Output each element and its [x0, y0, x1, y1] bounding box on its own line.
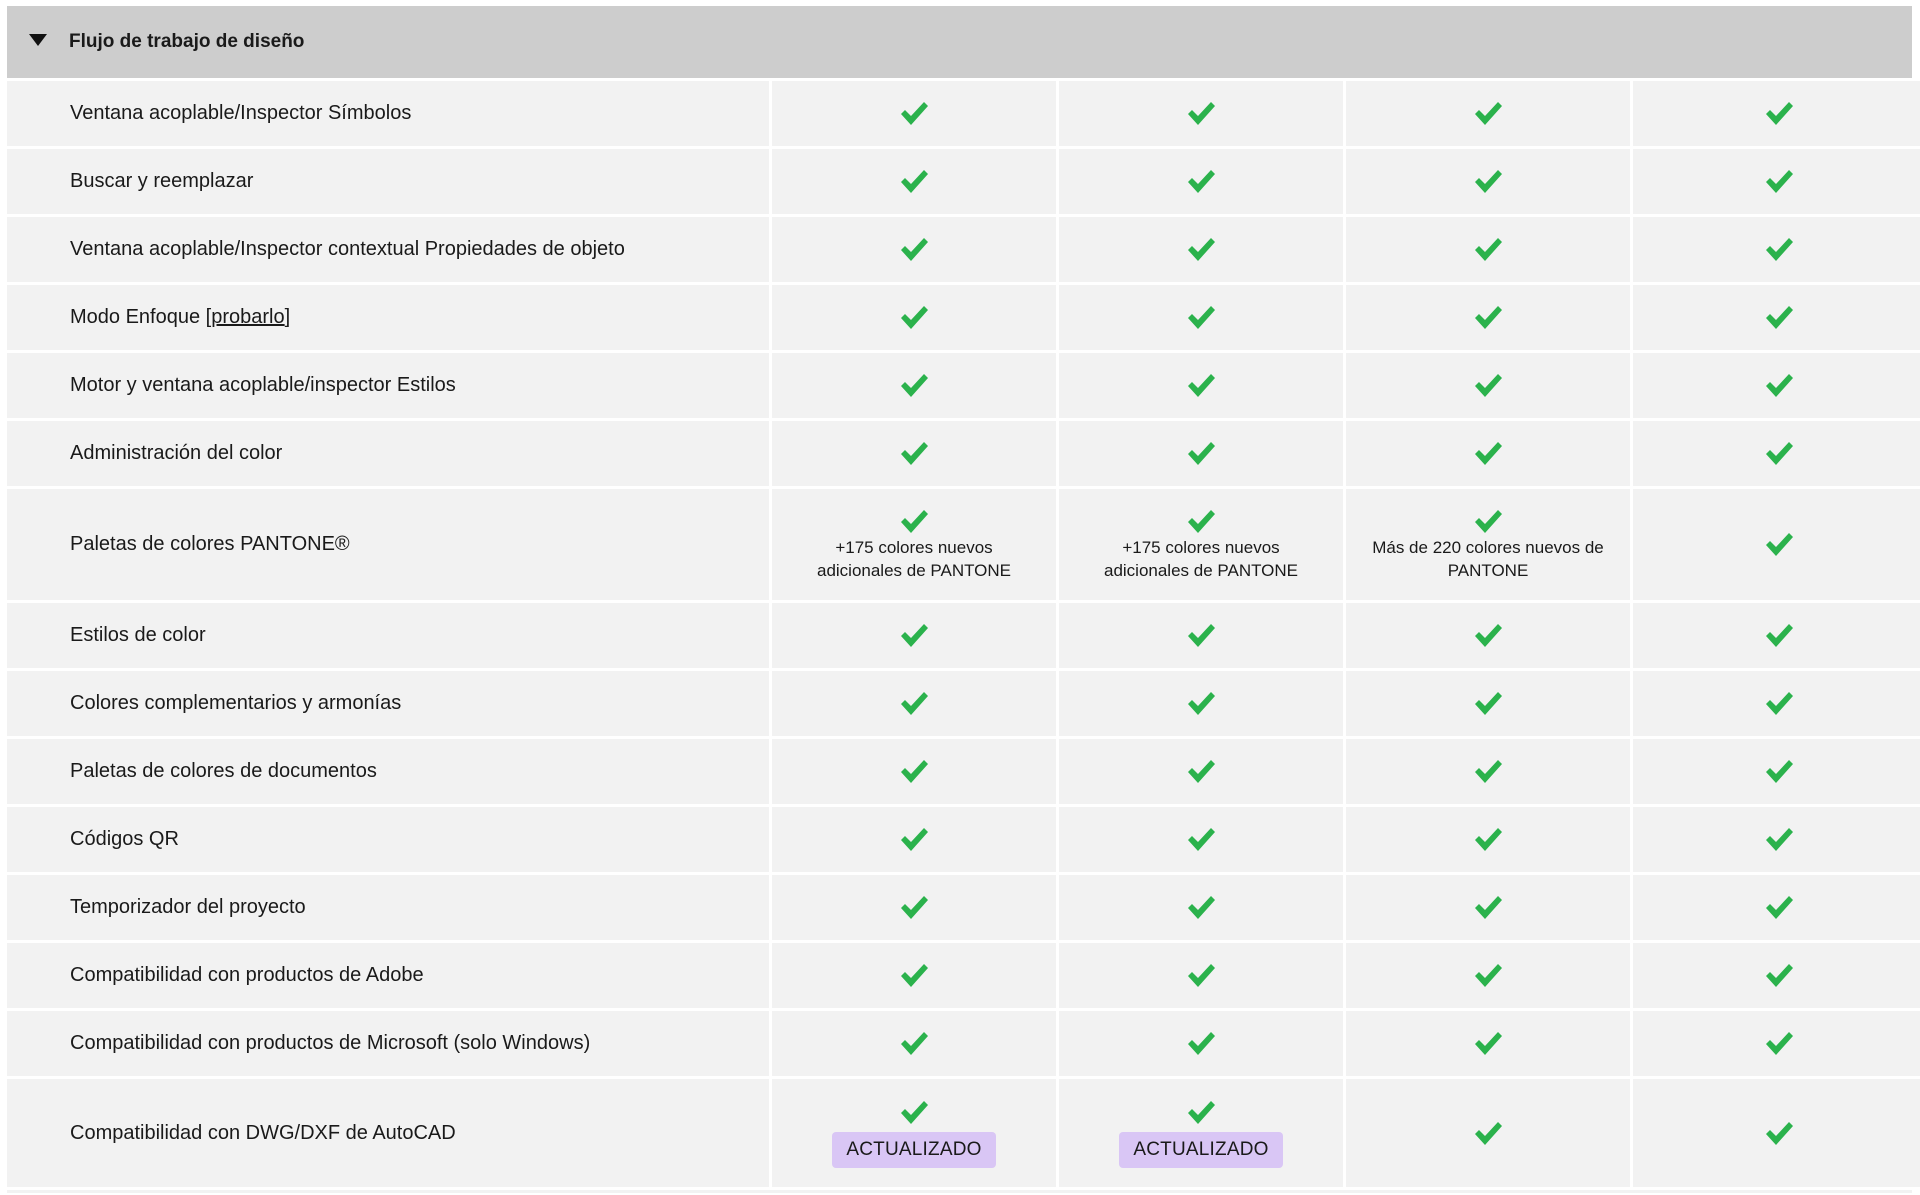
table-row	[7, 421, 1912, 486]
feature-label: Estilos de color	[7, 603, 769, 668]
feature-label: Colores complementarios y armonías	[7, 671, 769, 736]
checkmark-icon	[1186, 304, 1216, 331]
checkmark-icon	[1186, 1030, 1216, 1057]
checkmark-icon	[1764, 531, 1794, 558]
checkmark-icon	[1186, 440, 1216, 467]
checkmark-icon	[1186, 168, 1216, 195]
try-it-link[interactable]: probarlo	[211, 306, 285, 328]
updated-badge: ACTUALIZADO	[832, 1132, 995, 1168]
checkmark-icon	[1186, 826, 1216, 853]
feature-label: Ventana acoplable/Inspector Símbolos	[7, 81, 769, 146]
checkmark-icon	[1764, 1120, 1794, 1147]
feature-label: Administración del color	[7, 421, 769, 486]
updated-badge: ACTUALIZADO	[1119, 1132, 1282, 1168]
checkmark-icon	[1473, 1030, 1503, 1057]
cell-note: +175 colores nuevos adicionales de PANTONE	[816, 537, 1012, 580]
feature-label: Códigos QR	[7, 807, 769, 872]
feature-label	[7, 285, 769, 350]
checkmark-icon	[1473, 758, 1503, 785]
section-title: Flujo de trabajo de diseño	[69, 31, 305, 52]
caret-down-icon[interactable]	[29, 34, 47, 46]
checkmark-icon	[899, 962, 929, 989]
table-row	[7, 807, 1912, 872]
checkmark-icon	[1764, 372, 1794, 399]
feature-label: Compatibilidad con productos de Microsoft (solo Windows)	[7, 1011, 769, 1076]
checkmark-icon	[1186, 894, 1216, 921]
checkmark-icon	[899, 236, 929, 263]
feature-label-suffix: ]	[284, 306, 291, 328]
checkmark-icon	[1473, 962, 1503, 989]
checkmark-icon	[1473, 304, 1503, 331]
table-row	[7, 353, 1912, 418]
checkmark-icon	[1473, 372, 1503, 399]
cell-note: +175 colores nuevos adicionales de PANTONE	[1103, 537, 1299, 580]
checkmark-icon	[1764, 894, 1794, 921]
checkmark-icon	[899, 826, 929, 853]
checkmark-icon	[1186, 622, 1216, 649]
checkmark-icon	[1473, 826, 1503, 853]
table-row	[7, 739, 1912, 804]
checkmark-icon	[1764, 440, 1794, 467]
feature-label: Compatibilidad con DWG/DXF de AutoCAD	[7, 1079, 769, 1187]
checkmark-icon	[1186, 508, 1216, 535]
checkmark-icon	[1186, 236, 1216, 263]
table-bottom-border	[7, 1190, 1912, 1193]
checkmark-icon	[1473, 508, 1503, 535]
checkmark-icon	[1186, 372, 1216, 399]
checkmark-icon	[899, 758, 929, 785]
checkmark-icon	[1764, 1030, 1794, 1057]
checkmark-icon	[1473, 440, 1503, 467]
feature-label: Paletas de colores PANTONE®	[7, 489, 769, 600]
checkmark-icon	[1764, 690, 1794, 717]
feature-label: Motor y ventana acoplable/inspector Estilos	[7, 353, 769, 418]
table-row	[7, 1011, 1912, 1076]
checkmark-icon	[899, 168, 929, 195]
checkmark-icon	[1473, 168, 1503, 195]
checkmark-icon	[1473, 1120, 1503, 1147]
checkmark-icon	[899, 1099, 929, 1126]
section-header-design-workflow[interactable]	[7, 6, 1912, 78]
checkmark-icon	[899, 1030, 929, 1057]
table-row	[7, 943, 1912, 1008]
checkmark-icon	[899, 304, 929, 331]
table-row	[7, 489, 1912, 600]
checkmark-icon	[1473, 894, 1503, 921]
feature-label: Compatibilidad con productos de Adobe	[7, 943, 769, 1008]
checkmark-icon	[899, 508, 929, 535]
table-row	[7, 603, 1912, 668]
checkmark-icon	[899, 440, 929, 467]
comparison-table	[7, 6, 1912, 1193]
feature-label: Ventana acoplable/Inspector contextual Propiedades de objeto	[7, 217, 769, 282]
checkmark-icon	[899, 100, 929, 127]
checkmark-icon	[1473, 690, 1503, 717]
checkmark-icon	[1186, 690, 1216, 717]
table-row	[7, 671, 1912, 736]
checkmark-icon	[1764, 758, 1794, 785]
checkmark-icon	[1764, 100, 1794, 127]
checkmark-icon	[899, 622, 929, 649]
table-row	[7, 285, 1912, 350]
checkmark-icon	[899, 690, 929, 717]
cell-note: Más de 220 colores nuevos de PANTONE	[1372, 537, 1604, 580]
checkmark-icon	[1473, 100, 1503, 127]
checkmark-icon	[1186, 962, 1216, 989]
checkmark-icon	[1764, 168, 1794, 195]
checkmark-icon	[1473, 622, 1503, 649]
checkmark-icon	[1186, 1099, 1216, 1126]
table-row	[7, 875, 1912, 940]
checkmark-icon	[1186, 100, 1216, 127]
checkmark-icon	[1764, 962, 1794, 989]
table-row	[7, 217, 1912, 282]
feature-label: Paletas de colores de documentos	[7, 739, 769, 804]
checkmark-icon	[1764, 622, 1794, 649]
feature-label-prefix: Modo Enfoque [	[70, 306, 212, 328]
feature-label: Temporizador del proyecto	[7, 875, 769, 940]
checkmark-icon	[1473, 236, 1503, 263]
checkmark-icon	[1764, 304, 1794, 331]
checkmark-icon	[899, 894, 929, 921]
table-row	[7, 81, 1912, 146]
checkmark-icon	[899, 372, 929, 399]
checkmark-icon	[1764, 826, 1794, 853]
checkmark-icon	[1764, 236, 1794, 263]
feature-label: Buscar y reemplazar	[7, 149, 769, 214]
table-row	[7, 149, 1912, 214]
table-row	[7, 1079, 1912, 1187]
checkmark-icon	[1186, 758, 1216, 785]
